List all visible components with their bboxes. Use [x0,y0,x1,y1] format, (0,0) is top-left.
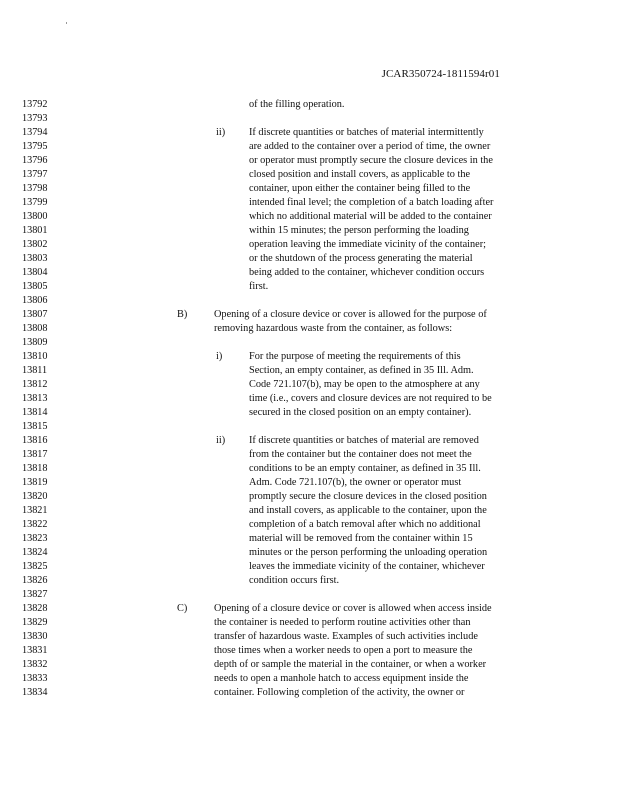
line-number: 13833 [22,673,48,684]
line-number: 13796 [22,155,48,166]
paragraph-text-line: the container is needed to perform routine activities other than [214,617,471,628]
paragraph-marker-b: B) [177,309,188,320]
line-number: 13804 [22,267,48,278]
subitem-text-line: If discrete quantities or batches of material are removed [249,435,479,446]
line-number: 13814 [22,407,48,418]
line-number: 13817 [22,449,48,460]
subitem-text-line: operation leaving the immediate vicinity of the container; [249,239,487,250]
document-body [0,98,618,700]
subitem-marker-ii: ii) [216,127,226,138]
subitem-text-line: Code 721.107(b), may be open to the atmosphere at any [249,379,480,390]
subitem-text-line: material will be removed from the container within 15 [249,533,473,544]
paragraph-marker-c: C) [177,603,188,614]
subitem-text-line: For the purpose of meeting the requirements of this [249,351,461,362]
subitem-text-line: are added to the container over a period of time, the owner [249,141,491,152]
line-number: 13829 [22,617,48,628]
paragraph-text-line: needs to open a manhole hatch to access equipment inside the [214,673,469,684]
line-number: 13794 [22,127,48,138]
line-number: 13809 [22,337,48,348]
subitem-text-line: condition occurs first. [249,575,340,586]
subitem-text-line: promptly secure the closure devices in the closed position [249,491,487,502]
line-number: 13799 [22,197,48,208]
line-number: 13831 [22,645,48,656]
line-number: 13806 [22,295,48,306]
line-number: 13816 [22,435,48,446]
line-number: 13792 [22,99,48,110]
subitem-text-line: within 15 minutes; the person performing the loading [249,225,469,236]
subitem-marker-i: i) [216,351,223,362]
line-number: 13800 [22,211,48,222]
line-number: 13803 [22,253,48,264]
subitem-text-line: leaves the immediate vicinity of the container, whichever [249,561,485,572]
line-number: 13826 [22,575,48,586]
paragraph-text-line: depth of or sample the material in the container, or when a worker [214,659,487,670]
line-number: 13827 [22,589,48,600]
paragraph-text-line: container. Following completion of the activity, the owner or [214,687,465,698]
line-number: 13820 [22,491,48,502]
document-id-header: JCAR350724-1811594r01 [381,68,500,80]
subitem-text-line: completion of a batch removal after which no additional [249,519,481,530]
scan-speck [66,22,67,24]
line-number: 13805 [22,281,48,292]
subitem-text-line: Adm. Code 721.107(b), the owner or operator must [249,477,462,488]
line-number: 13819 [22,477,48,488]
line-number: 13797 [22,169,48,180]
line-number: 13834 [22,687,48,698]
line-number: 13828 [22,603,48,614]
line-number: 13813 [22,393,48,404]
subitem-text-line: secured in the closed position on an empty container). [249,407,472,418]
line-number: 13812 [22,379,48,390]
subitem-text-line: If discrete quantities or batches of material intermittently [249,127,484,138]
line-number: 13793 [22,113,48,124]
subitem-text-line: and install covers, as applicable to the container, upon the [249,505,487,516]
line-number: 13825 [22,561,48,572]
subitem-text-line: first. [249,281,269,292]
line-number: 13832 [22,659,48,670]
continuation-line: of the filling operation. [249,99,345,110]
line-number: 13818 [22,463,48,474]
subitem-text-line: intended final level; the completion of a batch loading after [249,197,494,208]
line-number: 13824 [22,547,48,558]
line-number: 13815 [22,421,48,432]
subitem-text-line: minutes or the person performing the unloading operation [249,547,488,558]
line-number: 13823 [22,533,48,544]
line-number: 13802 [22,239,48,250]
line-number: 13801 [22,225,48,236]
subitem-text-line: Section, an empty container, as defined in 35 Ill. Adm. [249,365,474,376]
line-number: 13808 [22,323,48,334]
line-number: 13821 [22,505,48,516]
line-number: 13795 [22,141,48,152]
paragraph-text-line: those times when a worker needs to open a port to measure the [214,645,473,656]
paragraph-text-line: Opening of a closure device or cover is allowed for the purpose of [214,309,487,320]
subitem-text-line: being added to the container, whichever condition occurs [249,267,485,278]
line-number: 13811 [22,365,48,376]
line-number: 13798 [22,183,48,194]
subitem-text-line: which no additional material will be added to the container [249,211,492,222]
line-number: 13807 [22,309,48,320]
line-number: 13810 [22,351,48,362]
subitem-text-line: time (i.e., covers and closure devices are not required to be [249,393,492,404]
subitem-text-line: closed position and install covers, as applicable to the [249,169,471,180]
subitem-text-line: or the shutdown of the process generating the material [249,253,473,264]
paragraph-text-line: Opening of a closure device or cover is allowed when access inside [214,603,492,614]
paragraph-text-line: transfer of hazardous waste. Examples of such activities include [214,631,478,642]
subitem-text-line: container, upon either the container being filled to the [249,183,471,194]
subitem-marker-ii: ii) [216,435,226,446]
line-number: 13822 [22,519,48,530]
paragraph-text-line: removing hazardous waste from the container, as follows: [214,323,453,334]
line-number: 13830 [22,631,48,642]
subitem-text-line: or operator must promptly secure the closure devices in the [249,155,493,166]
subitem-text-line: from the container but the container does not meet the [249,449,472,460]
subitem-text-line: conditions to be an empty container, as defined in 35 Ill. [249,463,481,474]
